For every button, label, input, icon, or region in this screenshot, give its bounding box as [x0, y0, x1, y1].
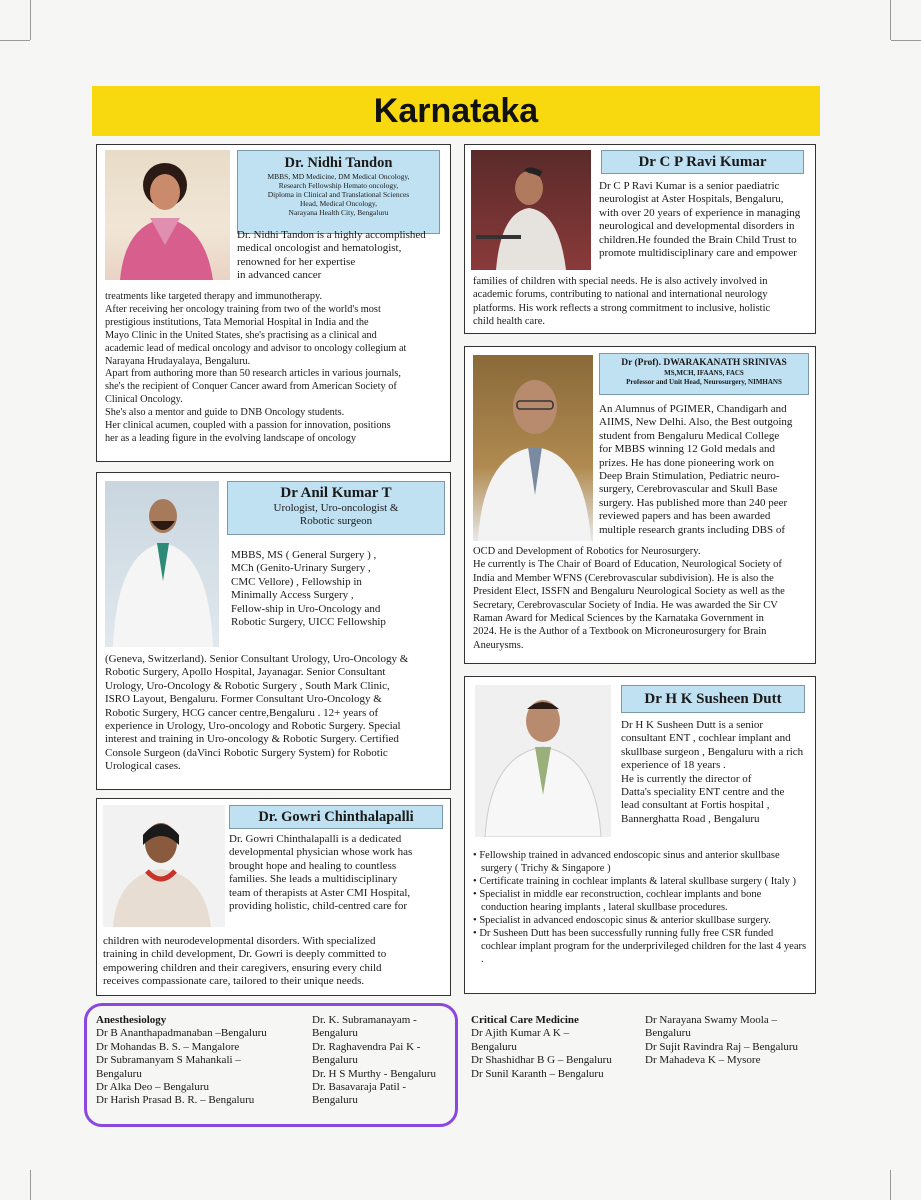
bio-body-nidhi-tandon — [105, 291, 450, 446]
list-item: Dr Sunil Karanth – Bengaluru — [471, 1067, 604, 1080]
bio-line: developmental physician whose work has — [229, 846, 413, 859]
bio-line: Secretary, Cerebrovascular Society of India. He was awarded the Sir CV — [473, 599, 778, 611]
list-item: Dr Harish Prasad B. R. – Bengaluru — [96, 1094, 255, 1107]
title-banner — [92, 86, 820, 136]
bio-line: children.He founded the Brain Child Trust to — [599, 233, 797, 246]
bio-line: team of therapists at Aster CMI Hospital, — [229, 886, 411, 899]
bio-line: consultant ENT , cochlear implant and — [621, 732, 791, 745]
bio-line: receives compassionate care, tailored to their unique needs. — [103, 975, 365, 988]
bio-line: interest and training in Uro-oncology & Robotic Surgery. Certified — [105, 733, 399, 746]
bio-line: Apart from authoring more than 50 research articles in various journals, — [105, 368, 401, 380]
list-item: Dr. K. Subramanayam - — [312, 1014, 417, 1026]
bio-line: surgery, Cerebrovascular and Skull Base — [599, 483, 778, 496]
bio-side-ravi-kumar — [599, 180, 814, 260]
bio-line: multiple research grants including DBS of — [599, 523, 786, 536]
bio-line: CMC Vellore) , Fellowship in — [231, 575, 362, 588]
bio-line: Urological cases. — [105, 760, 181, 773]
list-item: Dr Sujit Ravindra Raj – Bengaluru — [645, 1040, 799, 1053]
bio-line: ISRO Layout, Bengaluru. Former Consultant Uro-Oncology & — [105, 693, 382, 706]
doctor-name: Dr Anil Kumar T — [280, 485, 392, 501]
bio-line: in advanced cancer — [237, 269, 322, 282]
list-item: Bengaluru — [312, 1094, 358, 1107]
bio-side-anil-kumar — [231, 549, 449, 629]
bio-body-ravi-kumar — [473, 275, 815, 329]
doctor-name: Dr. Gowri Chinthalapalli — [258, 809, 414, 825]
bio-line: for MBBS winning 12 Gold medals and — [599, 443, 775, 456]
profile-card-susheen-dutt — [464, 676, 816, 994]
bio-line: Minimally Access Surgery , — [231, 589, 354, 602]
bio-line: student from Bengaluru Medical College — [599, 429, 780, 442]
bio-line: with over 20 years of experience in managing — [599, 206, 801, 219]
bullet-item: • Certificate training in cochlear implants & lateral skullbase surgery ( Italy ) — [473, 875, 809, 888]
anesthesiology-list — [96, 1014, 306, 1108]
doctor-photo-nidhi-tandon — [105, 150, 230, 280]
list-item: Dr. Raghavendra Pai K - — [312, 1040, 421, 1053]
list-item: Bengaluru — [96, 1067, 142, 1080]
critical-care-list — [471, 1014, 643, 1081]
bio-side-nidhi-tandon — [237, 229, 447, 283]
list-item: Dr Narayana Swamy Moola – — [645, 1014, 777, 1026]
list-item: Dr B Ananthapadmanaban –Bengaluru — [96, 1027, 267, 1040]
credential-line: Professor and Unit Head, Neurosurgery, NIMHANS — [626, 378, 782, 386]
bio-line: neurological and developmental disorders in — [599, 220, 795, 233]
bio-line: families. She leads a multidisciplinary — [229, 873, 398, 886]
doctor-name: Dr. Nidhi Tandon — [284, 155, 393, 171]
bio-line: She's also a mentor and guide to DNB Oncology students. — [105, 407, 345, 419]
bio-line: An Alumnus of PGIMER, Chandigarh and — [599, 403, 787, 415]
bio-line: experience in Urology, Uro-oncology and Robotic Surgery. Special — [105, 720, 401, 733]
subtitle-line: Urologist, Uro-oncologist & — [273, 502, 399, 514]
bio-line: brought hope and healing to countless — [229, 859, 397, 872]
bullet-item: • Specialist in advanced endoscopic sinus & anterior skullbase surgery. — [473, 914, 809, 927]
list-item: Bengaluru — [645, 1027, 691, 1040]
bio-side-dwarakanath-srinivas — [599, 403, 814, 537]
bio-line: Dr. Nidhi Tandon is a highly accomplished — [237, 229, 426, 241]
bio-bullets-susheen-dutt — [473, 849, 809, 966]
bio-line: reviewed papers and has been awarded — [599, 510, 771, 523]
doctor-photo-anil-kumar — [105, 481, 219, 647]
bio-line: Aneurysms. — [473, 639, 524, 651]
bio-line: 2024. He is the Author of a Textbook on Microneurosurgery for Brain — [473, 626, 767, 638]
bio-line: experience of 18 years . — [621, 759, 726, 772]
critical-care-list-col2 — [645, 1014, 825, 1068]
list-item: Bengaluru — [312, 1054, 358, 1067]
bio-line: surgery. Has published more than 240 peer — [599, 496, 788, 509]
subtitle-line: Robotic surgeon — [299, 515, 373, 527]
bio-line: Narayana Hrudayalaya, Bengaluru. — [105, 355, 251, 367]
bio-body-dwarakanath-srinivas — [473, 545, 815, 652]
bio-line: Robotic Surgery, HCG cancer centre,Bengaluru . 12+ years of — [105, 706, 379, 719]
list-item: Dr. Basavaraja Patil - — [312, 1081, 407, 1094]
bio-line: Console Surgeon (daVinci Robotic Surgery System) for Robotic — [105, 746, 388, 759]
bio-line: child health care. — [473, 316, 546, 328]
bullet-item: • Fellowship trained in advanced endoscopic sinus and anterior skullbase surgery ( Trichy & Singapore ) — [473, 849, 809, 875]
list-item: Dr. H S Murthy - Bengaluru — [312, 1067, 437, 1080]
bio-line: Datta's speciality ENT centre and the — [621, 786, 785, 799]
profile-card-nidhi-tandon — [96, 144, 451, 462]
section-heading-critical-care: Critical Care Medicine — [471, 1014, 579, 1026]
bio-line: renowned for her expertise — [237, 255, 356, 268]
bio-line: He currently is The Chair of Board of Education, Neurological Society of — [473, 559, 782, 571]
bio-line: He is currently the director of — [621, 772, 752, 785]
name-box-susheen-dutt — [621, 685, 805, 713]
list-item: Dr Subramanyam S Mahankali – — [96, 1054, 241, 1067]
bio-line: providing holistic, child-centred care for — [229, 900, 408, 913]
bio-line: Dr C P Ravi Kumar is a senior paediatric — [599, 180, 780, 192]
bio-line: Robotic Surgery, UICC Fellowship — [231, 616, 386, 629]
bio-line: Robotic Surgery, Apollo Hospital, Jayanagar. Senior Consultant — [105, 666, 386, 679]
bio-side-susheen-dutt — [621, 719, 817, 826]
bio-line: lead consultant at Fortis hospital , — [621, 799, 770, 812]
doctor-name: Dr H K Susheen Dutt — [644, 691, 782, 707]
bio-line: President Elect, ISSFN and Bengaluru Neurological Society as well as the — [473, 586, 785, 598]
anesthesiology-list-col2 — [312, 1014, 456, 1108]
profile-card-gowri-chinthalapalli — [96, 798, 451, 996]
bio-line: children with neurodevelopmental disorders. With specialized — [103, 935, 376, 947]
name-box-nidhi-tandon — [237, 150, 440, 234]
bio-line: MBBS, MS ( General Surgery ) , — [231, 549, 377, 561]
bio-line: her as a leading figure in the evolving landscape of oncology — [105, 432, 357, 444]
bio-line: Mayo Clinic in the United States, she's practising as a clinical and — [105, 329, 377, 341]
bio-line: treatments like targeted therapy and immunotherapy. — [105, 291, 323, 302]
bio-line: Clinical Oncology. — [105, 394, 183, 406]
name-box-anil-kumar — [227, 481, 445, 535]
bio-line: Raman Award for Medical Sciences by the Karnataka Government in — [473, 613, 764, 625]
doctor-name: Dr C P Ravi Kumar — [638, 154, 767, 170]
bio-line: Urology, Uro-Oncology & Robotic Surgery , South Mark Clinic, — [105, 679, 390, 692]
name-box-dwarakanath-srinivas — [599, 353, 809, 395]
name-box-gowri-chinthalapalli — [229, 805, 443, 829]
bio-line: academic lead of medical oncology and advisor to oncology collegium at — [105, 342, 407, 354]
bio-line: After receiving her oncology training from two of the world's most — [105, 303, 381, 315]
list-item: Dr Alka Deo – Bengaluru — [96, 1081, 210, 1094]
doctor-photo-susheen-dutt — [475, 685, 611, 837]
list-item: Dr Ajith Kumar A K – — [471, 1027, 570, 1040]
bio-line: Her clinical acumen, coupled with a passion for innovation, positions — [105, 420, 391, 432]
list-item: Dr Shashidhar B G – Bengaluru — [471, 1054, 612, 1067]
list-item: Dr Mahadeva K – Mysore — [645, 1054, 761, 1067]
bio-line: Deep Brain Stimulation, Pediatric neuro- — [599, 470, 780, 483]
credential-line: MBBS, MD Medicine, DM Medical Oncology, — [267, 172, 410, 181]
bio-line: academic forums, contributing to national and international neurology — [473, 289, 768, 301]
bio-line: neurologist at Aster Hospitals, Bengaluru, — [599, 193, 784, 206]
credential-line: MS,MCH, IFAANS, FACS — [664, 369, 744, 377]
bio-line: India and Member WFNS (Cerebrovascular subdivision). He is also the — [473, 572, 774, 584]
bio-line: skullbase surgeon , Bengaluru with a rich — [621, 745, 804, 758]
doctor-photo-dwarakanath-srinivas — [473, 355, 593, 541]
bio-line: OCD and Development of Robotics for Neurosurgery. — [473, 546, 701, 557]
profile-card-dwarakanath-srinivas — [464, 346, 816, 664]
bullet-item: • Specialist in middle ear reconstruction, cochlear implants and bone conduction hearing implants , lateral skullbase procedures. — [473, 888, 809, 914]
bio-line: empowering children and their caregivers, ensuring every child — [103, 961, 382, 974]
bio-line: Bannerghatta Road , Bengaluru — [621, 812, 760, 825]
bio-body-gowri-chinthalapalli — [103, 935, 448, 989]
section-heading-anesthesiology: Anesthesiology — [96, 1014, 167, 1026]
credential-line: Narayana Health City, Bengaluru — [288, 208, 389, 217]
bio-line: she's the recipient of Conquer Cancer award from American Society of — [105, 381, 397, 393]
bio-line: MCh (Genito-Urinary Surgery , — [231, 562, 371, 575]
bio-line: promote multidisciplinary care and empower — [599, 247, 797, 260]
page-title: Karnataka — [373, 91, 539, 130]
bio-line: prestigious institutions, Tata Memorial Hospital in India and the — [105, 316, 369, 328]
list-item: Bengaluru — [312, 1027, 358, 1040]
bio-line: Dr H K Susheen Dutt is a senior — [621, 719, 764, 731]
bio-line: platforms. His work reflects a strong commitment to inclusive, holistic — [473, 302, 771, 314]
credential-line: Diploma in Clinical and Translational Sciences — [267, 190, 410, 199]
credential-line: Research Fellowship Hemato oncology, — [278, 181, 399, 190]
profile-card-anil-kumar — [96, 472, 451, 790]
doctor-photo-gowri-chinthalapalli — [103, 805, 225, 927]
bio-line: families of children with special needs. He is also actively involved in — [473, 276, 768, 287]
bio-line: prizes. He has done pioneering work on — [599, 456, 775, 469]
list-item: Dr Mohandas B. S. – Mangalore — [96, 1040, 240, 1053]
bio-line: medical oncologist and hematologist, — [237, 242, 402, 255]
bio-line: training in child development, Dr. Gowri is deeply committed to — [103, 948, 387, 961]
bio-side-gowri-chinthalapalli — [229, 833, 451, 913]
bio-body-anil-kumar — [105, 653, 450, 774]
bio-line: Fellow-ship in Uro-Oncology and — [231, 602, 381, 615]
credential-line: Head, Medical Oncology, — [300, 199, 377, 208]
bio-line: Dr. Gowri Chinthalapalli is a dedicated — [229, 833, 402, 845]
doctor-photo-ravi-kumar — [471, 150, 591, 270]
list-item: Bengaluru — [471, 1040, 517, 1053]
bio-line: AIIMS, New Delhi. Also, the Best outgoing — [599, 416, 793, 429]
bio-line: (Geneva, Switzerland). Senior Consultant Urology, Uro-Oncology & — [105, 653, 409, 665]
profile-card-ravi-kumar — [464, 144, 816, 334]
bullet-item: • Dr Susheen Dutt has been successfully running fully free CSR funded cochlear implant program for the underprivileged children for the last 4 years . — [473, 927, 809, 966]
doctor-name: Dr (Prof). DWARAKANATH SRINIVAS — [621, 358, 787, 368]
name-box-ravi-kumar — [601, 150, 804, 174]
